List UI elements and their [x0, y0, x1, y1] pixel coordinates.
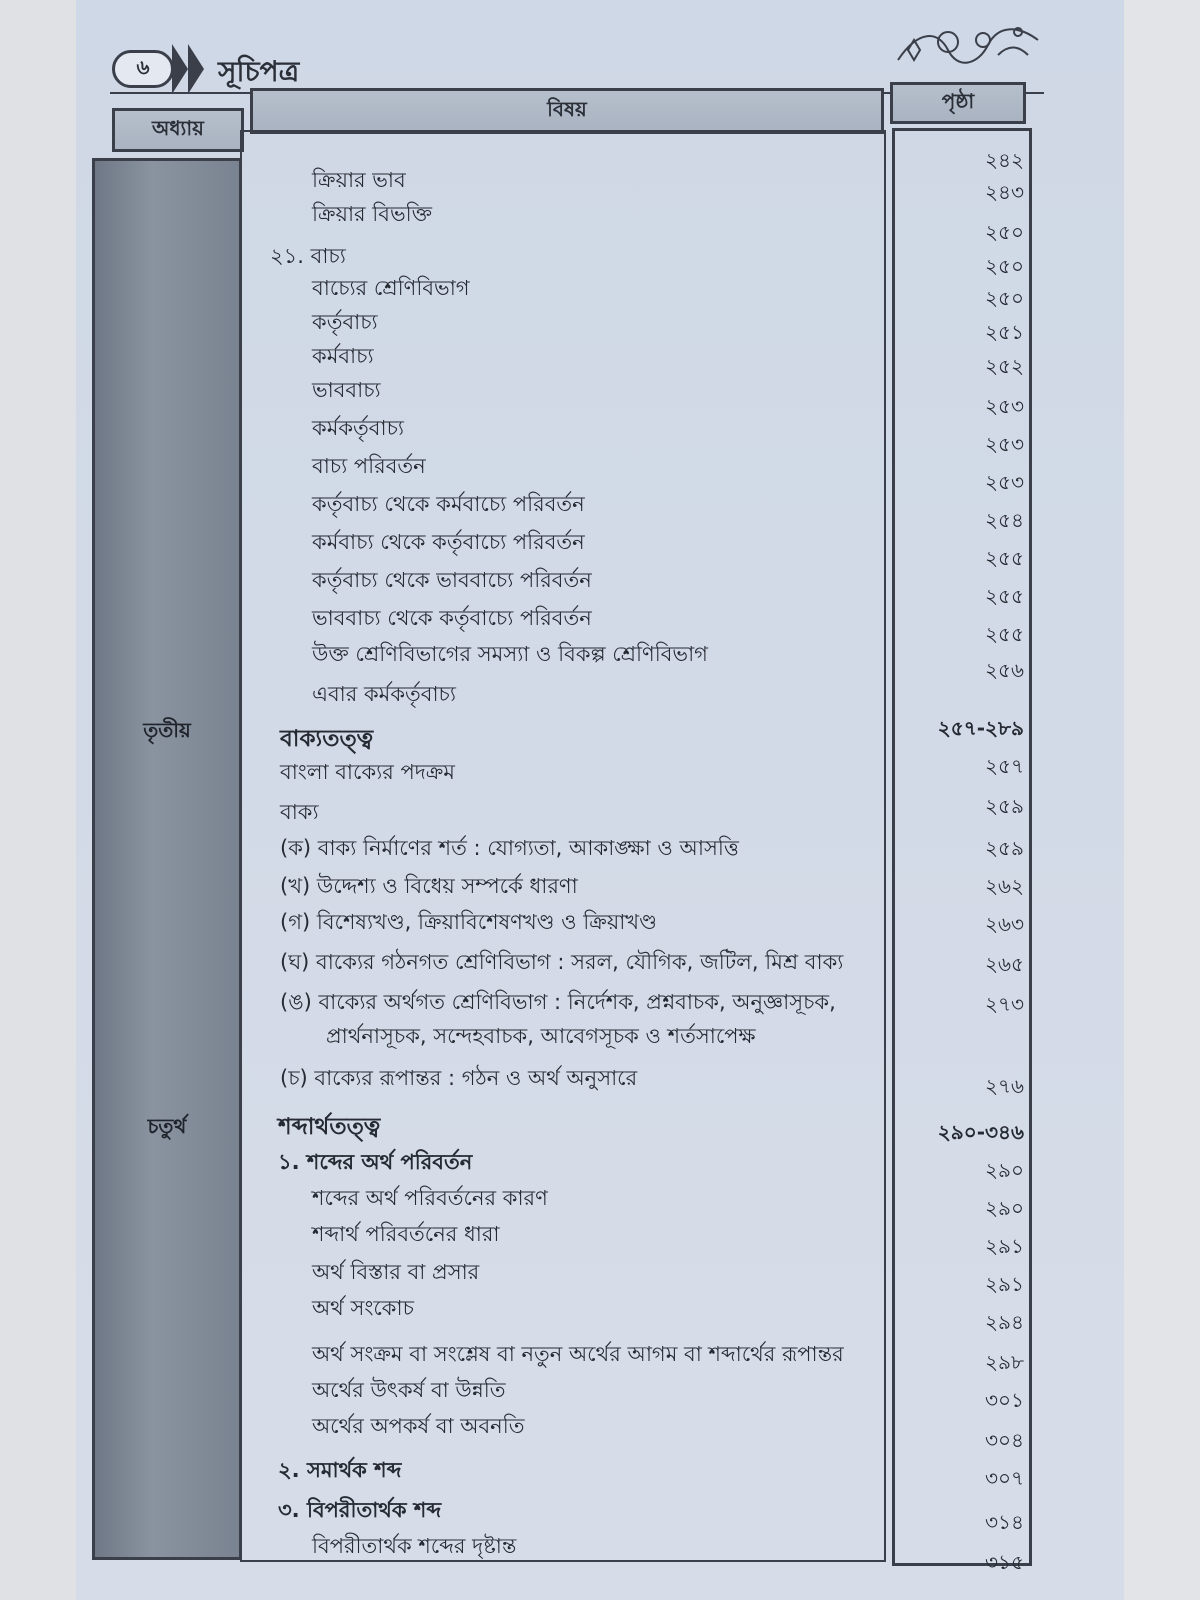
chevron-icon: [172, 44, 188, 94]
toc-entry: [0, 526, 1200, 570]
toc-entry: [0, 164, 1200, 204]
entry-title: কর্তৃবাচ্য থেকে ভাববাচ্যে পরিবর্তন: [312, 568, 592, 592]
toc-entry: [0, 602, 1200, 646]
toc-entry: [0, 796, 1200, 832]
entry-title: শব্দার্থতত্ত্ব: [278, 1114, 381, 1140]
toc-entry: [0, 906, 1200, 942]
entry-title: কর্তৃবাচ্য: [312, 310, 378, 334]
entry-title: ভাববাচ্য: [312, 378, 381, 402]
page-number: ২৪২: [985, 148, 1024, 172]
entry-title: অর্থ সংকোচ: [312, 1296, 414, 1320]
toc-entry: [0, 638, 1200, 682]
floral-ornament-icon: [888, 20, 1048, 70]
entry-title: কর্মকর্তৃবাচ্য: [312, 416, 405, 440]
page-number: ২৫০: [985, 220, 1024, 244]
page-number: ২৫৯: [985, 794, 1024, 818]
entry-title: (ঙ) বাক্যের অর্থগত শ্রেণিবিভাগ : নির্দেশক, প্রশ্নবাচক, অনুজ্ঞাসূচক,: [280, 990, 836, 1014]
page-number: ৩০১: [985, 1388, 1024, 1412]
toc-entry: [0, 488, 1200, 532]
entry-title: শব্দের অর্থ পরিবর্তনের কারণ: [312, 1186, 548, 1210]
chapter-label-third: তৃতীয়: [143, 718, 191, 742]
toc-entry: [0, 1062, 1200, 1098]
page-number: ২৬৫: [985, 952, 1024, 976]
page-number: ২৫০: [985, 286, 1024, 310]
page-number: ২৫৭: [985, 754, 1024, 778]
page-number: ২৫৩: [985, 470, 1024, 494]
toc-entry: [0, 1146, 1200, 1182]
toc-entry: [0, 832, 1200, 868]
toc-entry: [0, 1410, 1200, 1452]
entry-title: বাচ্য পরিবর্তন: [312, 454, 426, 478]
entry-title: ক্রিয়ার ভাব: [312, 168, 406, 192]
toc-entry: [0, 1256, 1200, 1296]
entry-title: ১. শব্দের অর্থ পরিবর্তন: [278, 1150, 473, 1174]
toc-entry: [0, 306, 1200, 342]
page-number: ২৯৮: [985, 1350, 1024, 1374]
entry-title: ৩. বিপরীতার্থক শব্দ: [278, 1498, 442, 1522]
toc-entry: [0, 986, 1200, 1022]
column-head-subject: বিষয়: [250, 88, 884, 134]
page-number: ২৫৩: [985, 432, 1024, 456]
chapter-label-fourth: চতুর্থ: [147, 1114, 187, 1138]
toc-entry: [0, 1494, 1200, 1534]
entry-title: বাংলা বাক্যের পদক্রম: [280, 760, 455, 784]
page-number: ২৫৫: [985, 546, 1024, 570]
column-head-chapter: অধ্যায়: [112, 108, 244, 152]
entry-title: উক্ত শ্রেণিবিভাগের সমস্যা ও বিকল্প শ্রেণিবিভাগ: [312, 642, 708, 666]
page-number: ২৫৭-২৮৯: [937, 716, 1024, 740]
entry-title: এবার কর্মকর্তৃবাচ্য: [312, 682, 456, 706]
page-number: ২৫২: [985, 354, 1024, 378]
entry-title: বাক্যতত্ত্ব: [280, 726, 374, 752]
toc-entry: [0, 678, 1200, 714]
entry-title: (ঘ) বাক্যের গঠনগত শ্রেণিবিভাগ : সরল, যৌগিক, জটিল, মিশ্র বাক্য: [280, 950, 844, 974]
entry-title: (খ) উদ্দেশ্য ও বিধেয় সম্পর্কে ধারণা: [280, 874, 578, 898]
page-number: ২৭৬: [984, 1074, 1024, 1098]
toc-entry: [0, 1454, 1200, 1490]
toc-entry: [0, 198, 1200, 244]
entry-title: শব্দার্থ পরিবর্তনের ধারা: [312, 1222, 500, 1246]
page-number: ৩১৪: [985, 1510, 1024, 1534]
entry-title: বিপরীতার্থক শব্দের দৃষ্টান্ত: [312, 1534, 517, 1558]
entry-title: বাচ্যের শ্রেণিবিভাগ: [312, 276, 470, 300]
toc-entry: [0, 272, 1200, 308]
entry-title: কর্তৃবাচ্য থেকে কর্মবাচ্যে পরিবর্তন: [312, 492, 585, 516]
entry-title: প্রার্থনাসূচক, সন্দেহবাচক, আবেগসূচক ও শর্তসাপেক্ষ: [326, 1024, 756, 1048]
toc-section-heading: [0, 716, 1200, 756]
page-number: ২৯১: [985, 1272, 1024, 1296]
page-number: ২৯৪: [985, 1310, 1024, 1334]
page-number: ২৪৩: [985, 180, 1024, 204]
page-number: ২৬৩: [984, 912, 1024, 936]
toc-entry: [0, 412, 1200, 456]
page-number: ২৫৫: [985, 584, 1024, 608]
toc-section-heading: [0, 1108, 1200, 1144]
toc-entry: [0, 240, 1200, 276]
toc-entry: [0, 1218, 1200, 1258]
entry-title: বাক্য: [280, 800, 319, 824]
page-number: ২৬২: [984, 874, 1024, 898]
toc-entry: [0, 1292, 1200, 1334]
column-head-page: পৃষ্ঠা: [890, 82, 1026, 124]
chevron-icon: [188, 44, 204, 94]
page-number-badge: ৬: [112, 50, 174, 88]
page-number: ৩০৪: [985, 1428, 1024, 1452]
entry-title: অর্থ সংক্রম বা সংশ্লেষ বা নতুন অর্থের আগম বা শব্দার্থের রূপান্তর: [312, 1342, 844, 1366]
toc-entry: [0, 450, 1200, 494]
entry-title: (ক) বাক্য নির্মাণের শর্ত : যোগ্যতা, আকাঙ্ক্ষা ও আসত্তি: [280, 836, 739, 860]
toc-entry: [0, 1020, 1200, 1056]
toc-entry: [0, 564, 1200, 608]
entry-title: অর্থের উৎকর্ষ বা উন্নতি: [312, 1378, 506, 1402]
toc-entry: [0, 1338, 1200, 1374]
toc-entry: [0, 374, 1200, 418]
entry-title: ক্রিয়ার বিভক্তি: [312, 202, 433, 226]
page-number: ২৫৪: [985, 508, 1024, 532]
page-number: ২৭৩: [984, 992, 1024, 1016]
entry-title: অর্থের অপকর্ষ বা অবনতি: [312, 1414, 525, 1438]
entry-title: ২১. বাচ্য: [270, 244, 346, 268]
page-number: ২৫৫: [985, 622, 1024, 646]
toc-entry: [0, 946, 1200, 982]
page-number: ৩০৭: [984, 1466, 1024, 1490]
toc-entry: [0, 1374, 1200, 1410]
page-number: ২৫৩: [985, 394, 1024, 418]
entry-title: অর্থ বিস্তার বা প্রসার: [312, 1260, 480, 1284]
page-number: ৩১৫: [985, 1550, 1024, 1574]
page-title: সূচিপত্র: [218, 55, 300, 88]
toc-entry: [0, 1530, 1200, 1566]
page-number: ২৫৬: [985, 658, 1024, 682]
entry-title: (চ) বাক্যের রূপান্তর : গঠন ও অর্থ অনুসারে: [280, 1066, 638, 1090]
page-number: ২৯০: [985, 1158, 1024, 1182]
entry-title: কর্মবাচ্য থেকে কর্তৃবাচ্যে পরিবর্তন: [312, 530, 585, 554]
entry-title: ভাববাচ্য থেকে কর্তৃবাচ্যে পরিবর্তন: [312, 606, 592, 630]
page-number: ২৫১: [985, 320, 1024, 344]
entry-title: (গ) বিশেষ্যখণ্ড, ক্রিয়াবিশেষণখণ্ড ও ক্রিয়াখণ্ড: [280, 910, 657, 934]
page-number: ২৯০: [985, 1196, 1024, 1220]
page-number: ২৯০-৩৪৬: [937, 1120, 1024, 1144]
toc-entry: [0, 756, 1200, 792]
page-number: ২৫০: [985, 254, 1024, 278]
toc-entry: [0, 340, 1200, 376]
page-number: ২৫৯: [985, 836, 1024, 860]
page-number: ২৯১: [985, 1234, 1024, 1258]
toc-entry: [0, 870, 1200, 906]
entry-title: ২. সমার্থক শব্দ: [278, 1458, 402, 1482]
toc-entry: [0, 1182, 1200, 1218]
entry-title: কর্মবাচ্য: [312, 344, 374, 368]
